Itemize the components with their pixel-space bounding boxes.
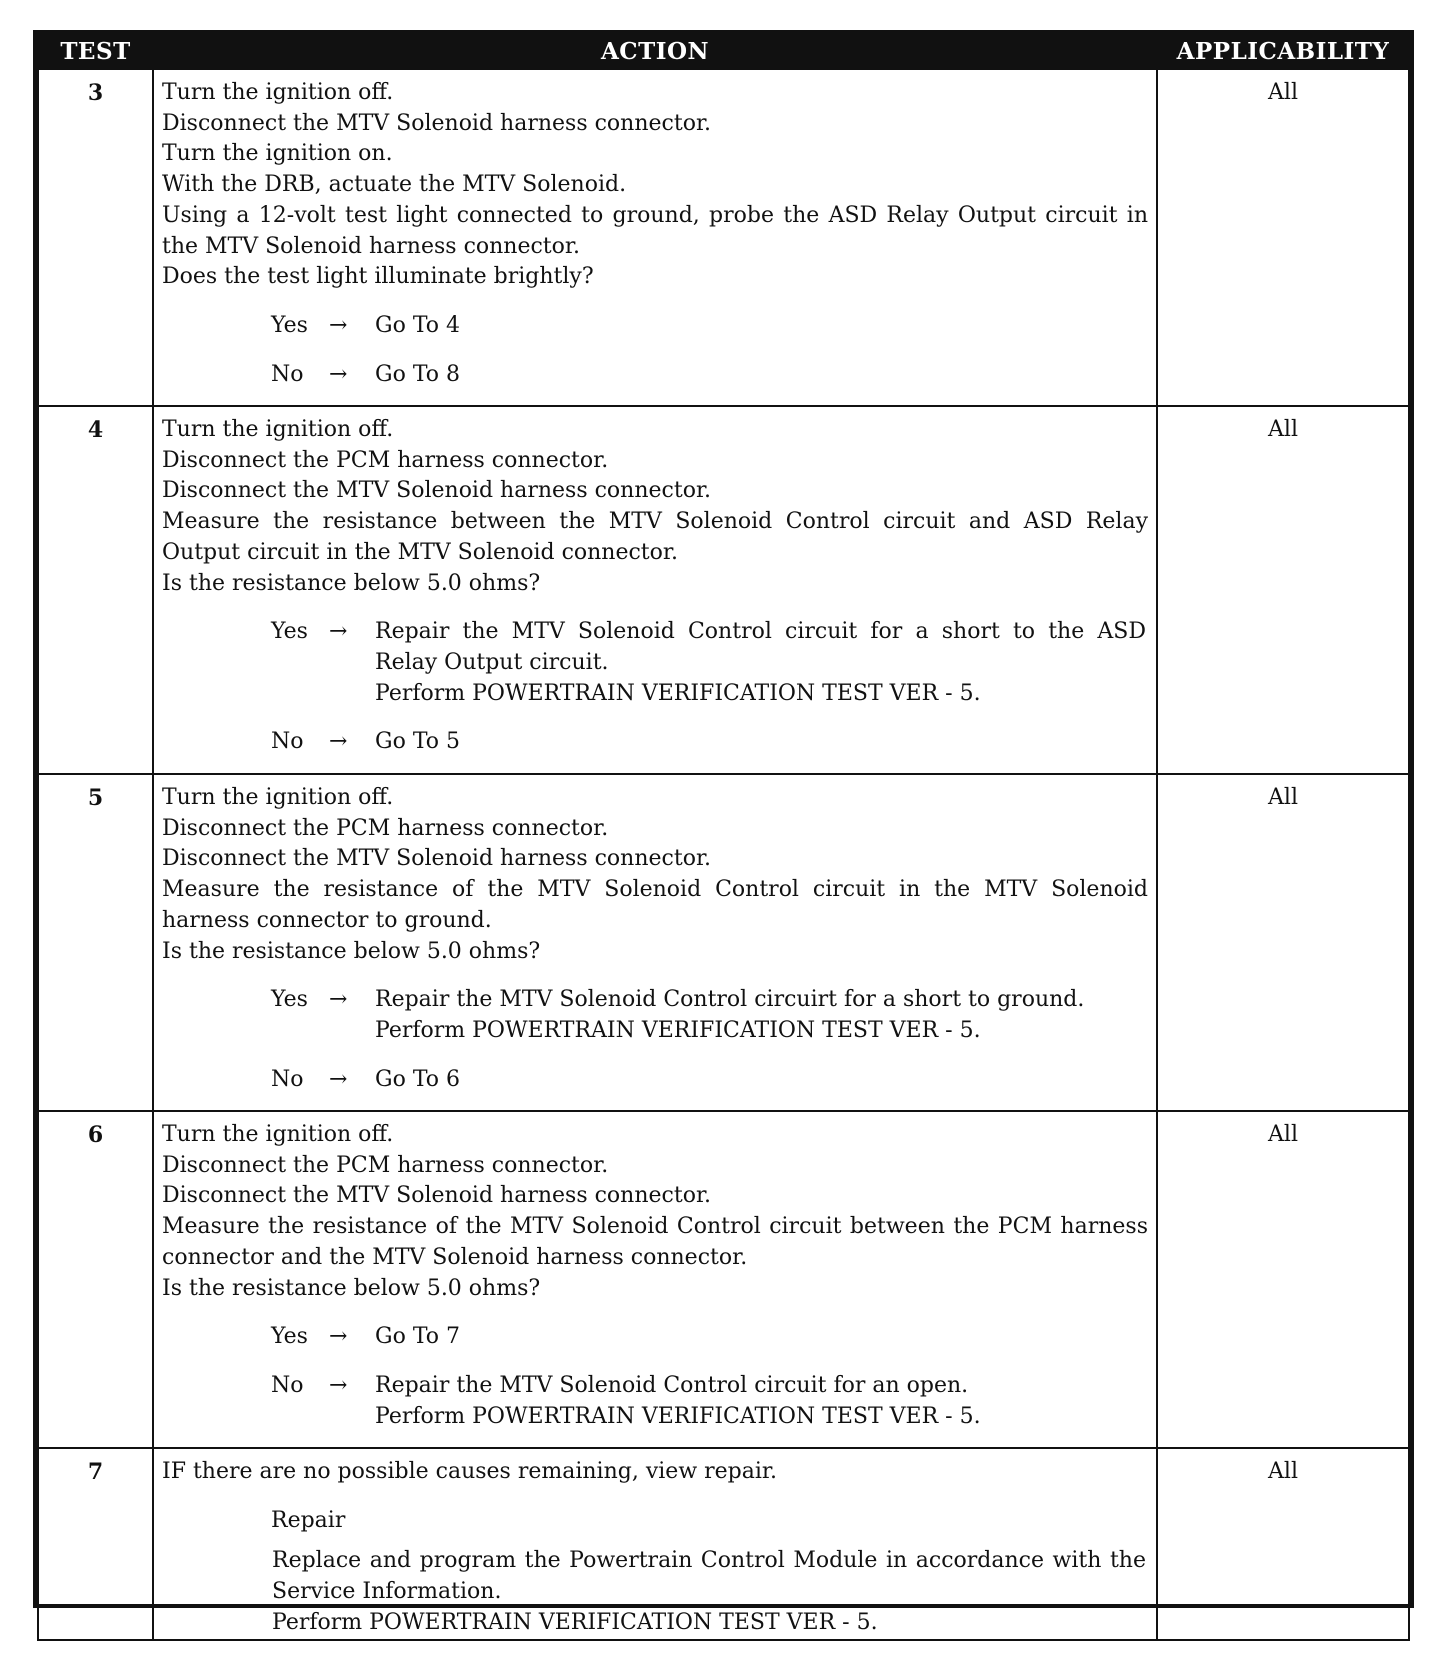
right-arrow-icon: → [329,987,348,1013]
action-cell [153,406,1157,774]
repair-text [272,1546,1148,1638]
question-text: Is the resistance below 5.0 ohms? [162,570,541,596]
action-cell [153,69,1157,406]
step-text: Turn the ignition off. [162,1122,394,1147]
no-label: No [271,1066,304,1092]
goto-text: Go To 4 [375,312,461,338]
yes-outcome [271,617,1148,709]
header-test: TEST [38,34,153,69]
action-cell [153,1448,1157,1640]
step-text: Turn the ignition off. [162,80,394,105]
diagnostic-test-table [33,30,1414,1635]
yes-label: Yes [271,1324,308,1350]
table-row-test-6 [38,1111,1409,1448]
applicability-value: All [1157,774,1409,1111]
goto-text: Go To 5 [375,729,461,755]
repair-instruction: Repair the MTV Solenoid Control circuit for an open. [375,1372,969,1398]
applicability-value: All [1157,69,1409,406]
question-text: Is the resistance below 5.0 ohms? [162,938,541,964]
right-arrow-icon: → [329,619,348,645]
test-number: 3 [38,69,153,406]
table-row-test-7 [38,1448,1409,1640]
step-text: Turn the ignition off. [162,417,394,442]
table-row-test-5 [38,774,1409,1111]
action-cell [153,1111,1157,1448]
yes-label: Yes [271,987,308,1013]
right-arrow-icon: → [329,1324,348,1350]
test-number: 4 [38,406,153,774]
step-text: Turn the ignition on. [162,141,393,167]
no-label: No [271,729,304,755]
goto-text: Go To 7 [375,1324,461,1350]
no-outcome [271,727,1148,758]
right-arrow-icon: → [329,729,348,755]
step-text: Disconnect the MTV Solenoid harness connector. [162,478,712,504]
step-text: Disconnect the MTV Solenoid harness connector. [162,110,712,136]
goto-text: Go To 8 [375,361,461,387]
repair-block [271,1506,1148,1537]
no-label: No [271,361,304,387]
verification-instruction: Perform POWERTRAIN VERIFICATION TEST VER - 5. [375,1017,981,1043]
step-text: Using a 12-volt test light connected to ground, probe the ASD Relay Output circuit in the MTV Solenoid harness connector. [162,202,1148,259]
no-label: No [271,1372,304,1398]
yes-label: Yes [271,619,308,645]
yes-outcome [271,985,1148,1046]
step-text: Disconnect the MTV Solenoid harness connector. [162,1183,712,1209]
applicability-value: All [1157,1448,1409,1640]
header-action: ACTION [153,34,1157,69]
test-number: 5 [38,774,153,1111]
goto-text: Go To 6 [375,1066,461,1092]
step-text: Disconnect the PCM harness connector. [162,815,609,841]
yes-label: Yes [271,312,308,338]
table-row-test-4 [38,406,1409,774]
step-text: Measure the resistance of the MTV Solenoid Control circuit between the PCM harness connector and the MTV Solenoid harness connector. [162,1214,1148,1270]
repair-label: Repair [271,1507,346,1533]
right-arrow-icon: → [329,361,348,387]
repair-instruction: Repair the MTV Solenoid Control circuirt for a short to ground. [375,987,1085,1013]
header-applicability: APPLICABILITY [1157,34,1409,69]
question-text: Is the resistance below 5.0 ohms? [162,1275,541,1301]
no-outcome [271,1065,1148,1096]
step-text: Turn the ignition off. [162,785,394,810]
applicability-value: All [1157,406,1409,774]
step-text: Disconnect the PCM harness connector. [162,447,609,473]
no-outcome [271,1371,1148,1432]
step-text: With the DRB, actuate the MTV Solenoid. [162,172,627,198]
action-cell [153,774,1157,1111]
step-text: Disconnect the MTV Solenoid harness connector. [162,846,712,872]
table-header-row [38,34,1409,69]
test-table [37,34,1410,1641]
verification-instruction: Perform POWERTRAIN VERIFICATION TEST VER - 5. [375,680,981,706]
step-text: Measure the resistance between the MTV Solenoid Control circuit and ASD Relay Output circuit in the MTV Solenoid connector. [162,509,1148,565]
right-arrow-icon: → [329,1372,348,1398]
question-text: Does the test light illuminate brightly? [162,264,594,290]
table-row-test-3 [38,69,1409,406]
verification-instruction: Perform POWERTRAIN VERIFICATION TEST VER - 5. [375,1403,981,1429]
yes-outcome [271,311,1148,342]
test-number: 6 [38,1111,153,1448]
yes-outcome [271,1322,1148,1353]
test-number: 7 [38,1448,153,1640]
applicability-value: All [1157,1111,1409,1448]
repair-instruction: Repair the MTV Solenoid Control circuit for a short to the ASD Relay Output circuit. [375,619,1146,675]
repair-instruction: Replace and program the Powertrain Control Module in accordance with the Service Information. [272,1548,1146,1605]
step-text: IF there are no possible causes remaining, view repair. [162,1459,778,1484]
right-arrow-icon: → [329,1066,348,1092]
verification-instruction: Perform POWERTRAIN VERIFICATION TEST VER - 5. [272,1609,878,1635]
step-text: Measure the resistance of the MTV Solenoid Control circuit in the MTV Solenoid harness connector to ground. [162,877,1148,933]
step-text: Disconnect the PCM harness connector. [162,1152,609,1178]
right-arrow-icon: → [329,312,348,338]
no-outcome [271,360,1148,391]
